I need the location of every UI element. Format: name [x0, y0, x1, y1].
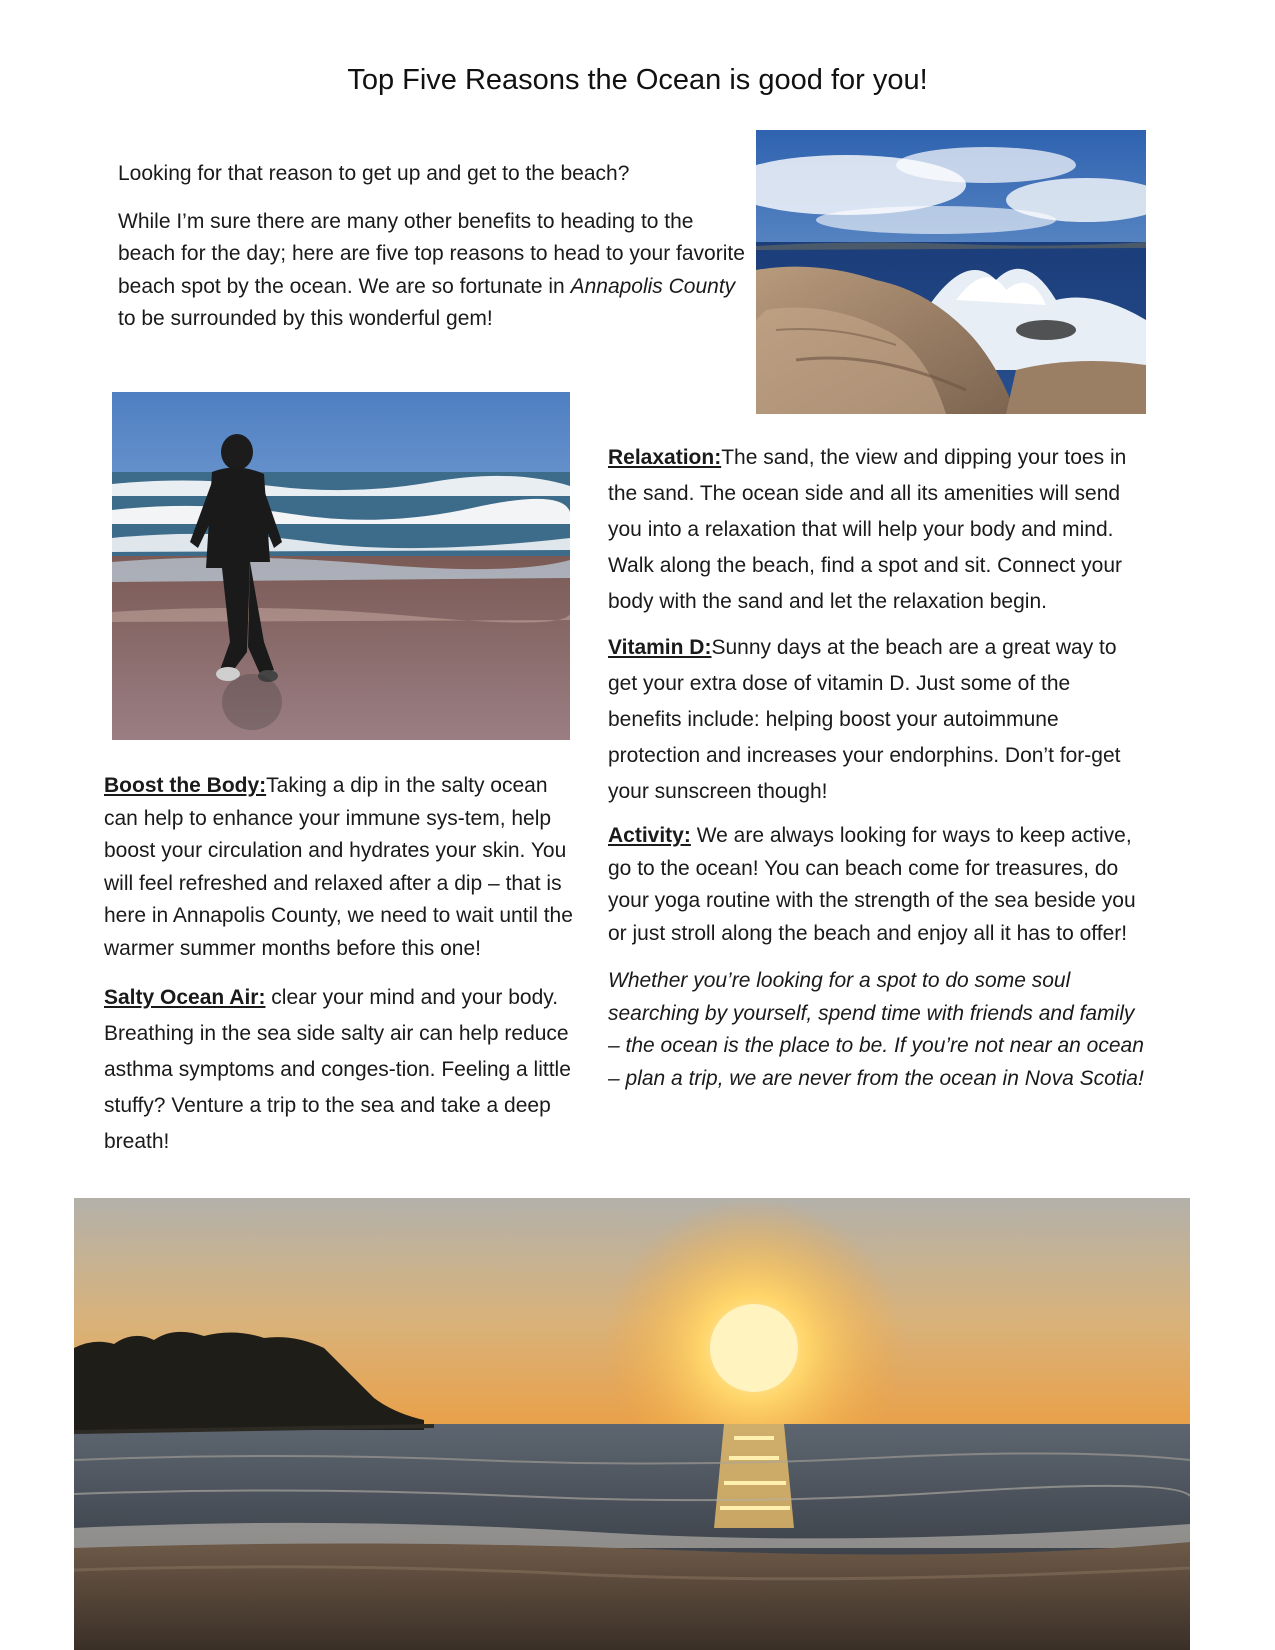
- intro-block: [118, 158, 748, 336]
- beach-runner-photo: [112, 392, 570, 740]
- relaxation-heading: Relaxation:: [608, 446, 722, 469]
- intro-text-start: While I’m sure there are many other benefits to heading to the beach for the day; here are five top reasons to head to your favorite beach spot by the ocean. We are so fortunate in: [118, 209, 745, 298]
- intro-question: Looking for that reason to get up and get to the beach?: [118, 162, 630, 185]
- boost-section: [104, 770, 574, 965]
- page-title: Top Five Reasons the Ocean is good for you!: [347, 64, 928, 96]
- intro-paragraph: [118, 206, 748, 336]
- rocky-coast-photo: [756, 130, 1146, 414]
- vitamin-d-section: [608, 630, 1148, 810]
- activity-heading: Activity:: [608, 824, 691, 847]
- closing-paragraph: Whether you’re looking for a spot to do some soul searching by yourself, spend time with friends and family – the ocean is the place to be. If you’re not near an ocean – plan a trip, we are never from the ocean in Nova Scotia!: [608, 969, 1144, 1090]
- relaxation-section: [608, 440, 1148, 620]
- vitamin-d-text: Sunny days at the beach are a great way to get your extra dose of vitamin D. Just some of the benefits include: helping boost your autoimmune protection and increases your endorphins. Don’t for-get your sunscreen though!: [608, 636, 1121, 803]
- relaxation-text: The sand, the view and dipping your toes in the sand. The ocean side and all its amenities will send you into a relaxation that will help your body and mind. Walk along the beach, find a spot and sit. Connect your body with the sand and let the relaxation begin.: [608, 446, 1127, 613]
- intro-county: Annapolis County: [570, 274, 736, 298]
- salty-air-heading: Salty Ocean Air:: [104, 986, 266, 1009]
- vitamin-d-heading: Vitamin D:: [608, 636, 712, 659]
- right-column: [608, 440, 1148, 1095]
- salty-air-section: [104, 980, 574, 1160]
- sunset-photo: [74, 1198, 1190, 1650]
- activity-section: [608, 820, 1148, 950]
- activity-text: We are always looking for ways to keep active, go to the ocean! You can beach come for treasures, do your yoga routine with the strength of the sea beside you or just stroll along the beach and enjoy all it has to offer!: [608, 824, 1136, 945]
- salty-air-text: clear your mind and your body. Breathing in the sea side salty air can help reduce asthma symptoms and conges-tion. Feeling a little stuffy? Venture a trip to the sea and take a deep breath!: [104, 986, 571, 1153]
- left-column: [104, 770, 574, 1160]
- boost-heading: Boost the Body:: [104, 774, 267, 797]
- boost-text: Taking a dip in the salty ocean can help to enhance your immune sys-tem, help boost your circulation and hydrates your skin. You will feel refreshed and relaxed after a dip – that is here in Annapolis County, we need to wait until the warmer summer months before this one!: [104, 774, 573, 960]
- intro-text-end: to be surrounded by this wonderful gem!: [118, 307, 493, 330]
